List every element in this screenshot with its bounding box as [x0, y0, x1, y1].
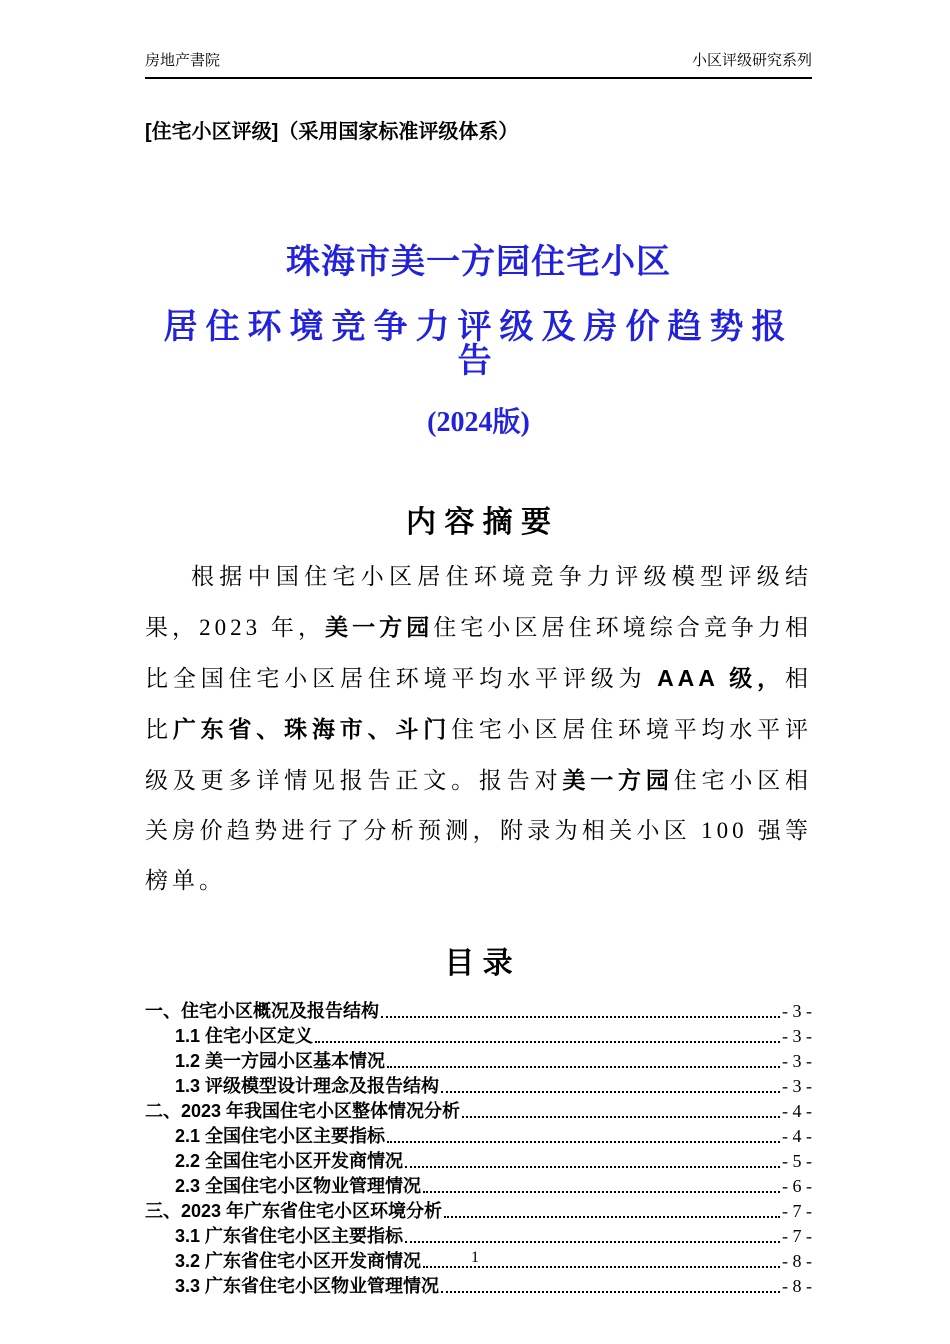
toc-entry[interactable]: [145, 1123, 812, 1148]
summary-text: 根据中国住宅小区居住环境竞争力评级模型评级结果，2023 年，: [145, 564, 812, 640]
toc-page-number: - 3 -: [782, 1026, 812, 1046]
toc-entry-label: 三、2023 年广东省住宅小区环境分析: [145, 1201, 443, 1221]
report-edition: (2024版): [427, 407, 530, 438]
toc-page-number: - 7 -: [782, 1201, 812, 1221]
summary-emphasis-text: 美一方园: [562, 767, 674, 793]
toc-entry-label: 2.2 全国住宅小区开发商情况: [175, 1151, 404, 1171]
toc-leader-dots: [441, 1291, 780, 1293]
toc-leader-dots: [315, 1041, 780, 1043]
toc-entry-label: 2.1 全国住宅小区主要指标: [175, 1126, 386, 1146]
summary-emphasis-text: 广东省、珠海市、斗门: [172, 716, 452, 742]
summary-heading: 内 容 摘 要: [405, 506, 551, 539]
toc-leader-dots: [405, 1166, 780, 1168]
summary-paragraph: [145, 552, 812, 906]
toc-entry-label: 2.3 全国住宅小区物业管理情况: [175, 1176, 422, 1196]
toc-leader-dots: [405, 1241, 780, 1243]
toc-leader-dots: [381, 1016, 780, 1018]
toc-entry[interactable]: [145, 998, 812, 1023]
toc-entry-label: 1.1 住宅小区定义: [175, 1026, 314, 1046]
toc-page-number: - 5 -: [782, 1151, 812, 1171]
toc-leader-dots: [444, 1216, 780, 1218]
toc-page-number: - 4 -: [782, 1101, 812, 1121]
toc-leader-dots: [462, 1116, 780, 1118]
page-header: [145, 0, 812, 79]
toc-entry[interactable]: [145, 1048, 812, 1073]
toc-entry[interactable]: [145, 1098, 812, 1123]
toc-page-number: - 3 -: [782, 1076, 812, 1096]
report-title: [145, 246, 812, 437]
rating-classification-note: [住宅小区评级]（采用国家标准评级体系）: [145, 121, 519, 143]
summary-emphasis-text: 美一方园: [325, 614, 434, 640]
toc-leader-dots: [387, 1141, 780, 1143]
toc-entry-label: 一、住宅小区概况及报告结构: [145, 1001, 379, 1021]
toc-entry-label: 3.3 广东省住宅小区物业管理情况: [175, 1276, 440, 1296]
summary-emphasis-text: AAA 级，: [657, 665, 786, 691]
toc-leader-dots: [387, 1066, 780, 1068]
toc-page-number: - 6 -: [782, 1176, 812, 1196]
toc-page-number: - 3 -: [782, 1051, 812, 1071]
summary-text: 住宅小区居住环境综合竞争力相比全国住宅小区居住环境平均水平评级为: [145, 615, 813, 691]
header-series: 小区评级研究系列: [691, 52, 812, 69]
report-title-line1: 珠海市美一方园住宅小区: [286, 244, 671, 281]
toc-entry-label: 3.1 广东省住宅小区主要指标: [175, 1226, 404, 1246]
toc-entry[interactable]: [145, 1223, 812, 1248]
toc-entry-label: 1.2 美一方园小区基本情况: [175, 1051, 386, 1071]
toc-entry-label: 二、2023 年我国住宅小区整体情况分析: [145, 1101, 461, 1121]
toc-page-number: - 7 -: [782, 1226, 812, 1246]
summary-text: 相比: [145, 666, 813, 742]
toc-entry[interactable]: [145, 1148, 812, 1173]
toc-entry[interactable]: [145, 1198, 812, 1223]
toc-entry[interactable]: [145, 1273, 812, 1298]
toc-page-number: - 4 -: [782, 1126, 812, 1146]
toc-entry[interactable]: [145, 1173, 812, 1198]
report-title-line2: 居住环境竞争力评级及房价趋势报告: [163, 309, 794, 380]
toc-entry-label: 1.3 评级模型设计理念及报告结构: [175, 1076, 440, 1096]
toc-page-number: - 3 -: [782, 1001, 812, 1021]
toc-entry[interactable]: [145, 1023, 812, 1048]
toc-entry-label: 3.2 广东省住宅小区开发商情况: [175, 1251, 422, 1271]
summary-text: 住宅小区相关房价趋势进行了分析预测，附录为相关小区 100 强等榜单。: [145, 768, 813, 893]
toc-leader-dots: [441, 1091, 780, 1093]
header-brand: 房地产書院: [145, 52, 221, 69]
toc-leader-dots: [423, 1191, 780, 1193]
toc-leader-dots: [423, 1266, 780, 1268]
summary-text: 住宅小区居住环境平均水平评级及更多详情见报告正文。报告对: [145, 717, 813, 793]
page-number: 1: [471, 1249, 479, 1266]
toc-heading: 目 录: [444, 947, 513, 980]
toc-entry[interactable]: [145, 1073, 812, 1098]
toc-page-number: - 8 -: [782, 1276, 812, 1296]
toc-page-number: - 8 -: [782, 1251, 812, 1271]
